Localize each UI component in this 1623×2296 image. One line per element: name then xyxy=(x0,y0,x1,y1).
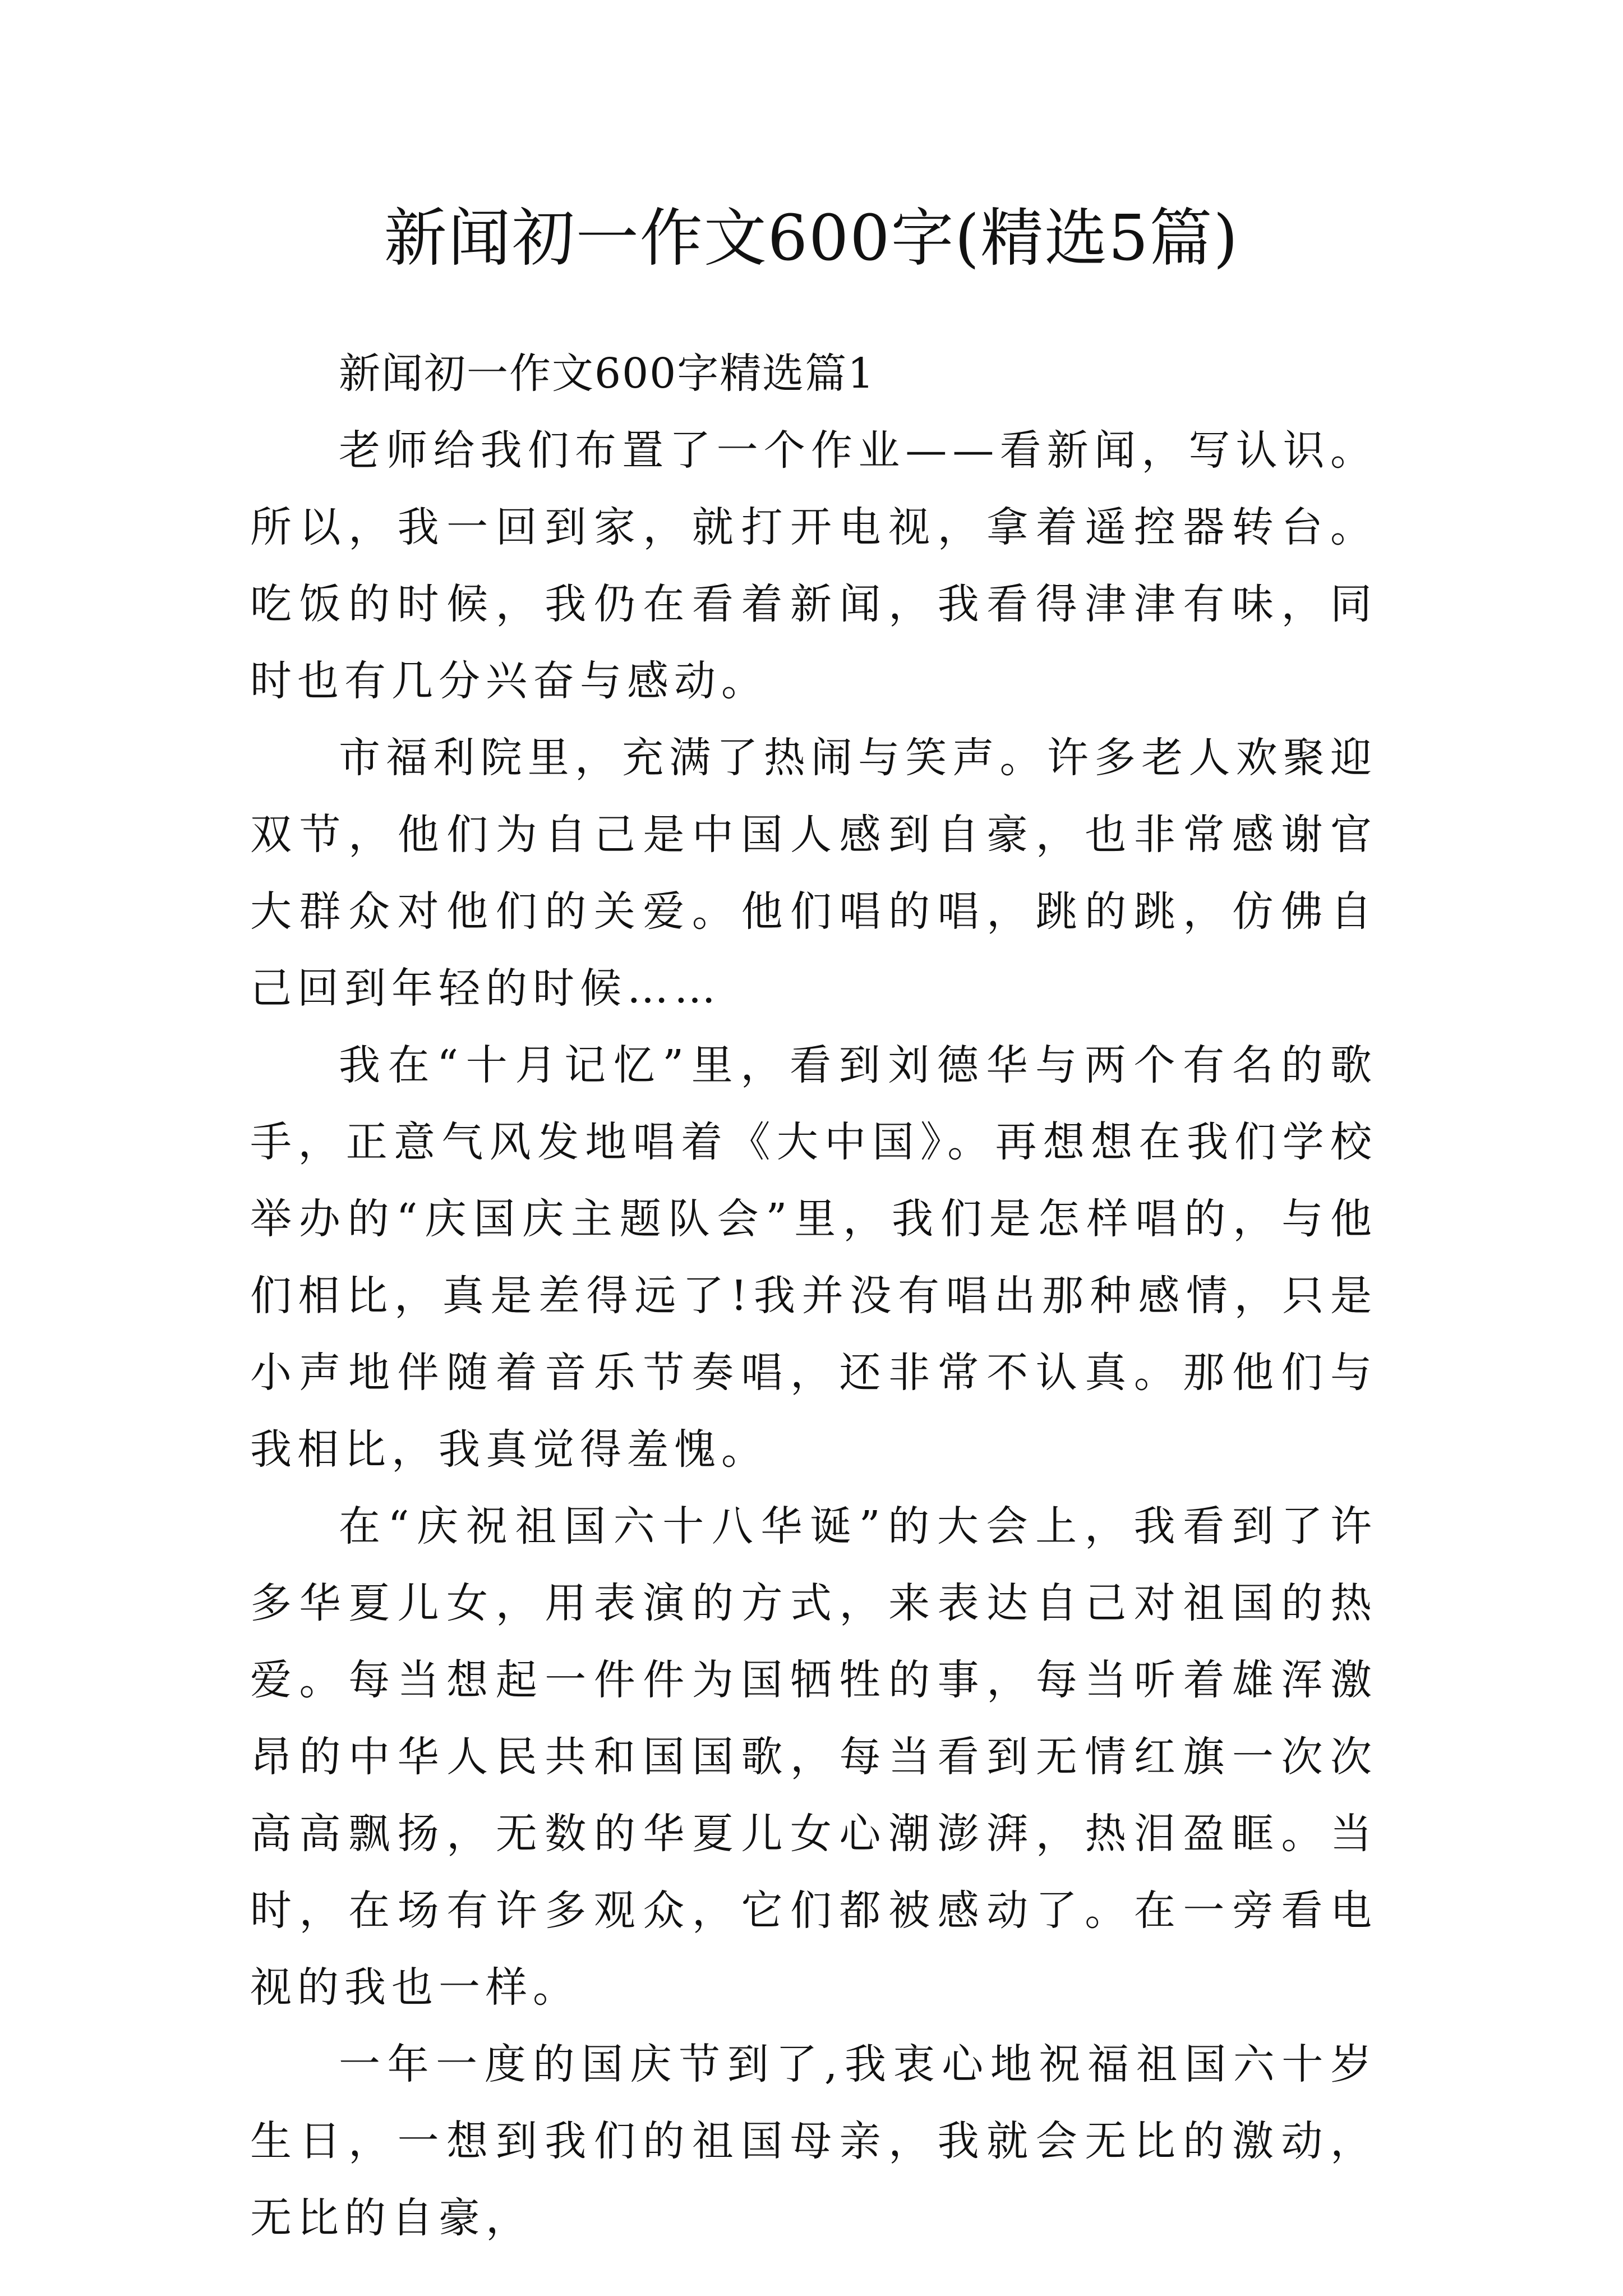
paragraph: 老师给我们布置了一个作业——看新闻，写认识。所以，我一回到家，就打开电视，拿着遥控器转台。吃饭的时候，我仍在看着新闻，我看得津津有味，同时也有几分兴奋与感动。 xyxy=(250,426,1377,705)
paragraph: 在“庆祝祖国六十八华诞”的大会上，我看到了许多华夏儿女，用表演的方式，来表达自己对祖国的热爱。每当想起一件件为国牺牲的事，每当听着雄浑激昂的中华人民共和国国歌，每当看到无情红旗一次次高高飘扬，无数的华夏儿女心潮澎湃，热泪盈眶。当时，在场有许多观众，它们都被感动了。在一旁看电视的我也一样。 xyxy=(250,1502,1377,2012)
document-title: 新闻初一作文600字(精选5篇) xyxy=(384,202,1239,275)
document-body xyxy=(250,335,1377,2257)
section-heading: 新闻初一作文600字精选篇1 xyxy=(339,349,875,398)
paragraph: 我在“十月记忆”里，看到刘德华与两个有名的歌手，正意气风发地唱着《大中国》。再想想在我们学校举办的“庆国庆主题队会”里，我们是怎样唱的，与他们相比，真是差得远了!我并没有唱出那种感情，只是小声地伴随着音乐节奏唱，还非常不认真。那他们与我相比，我真觉得羞愧。 xyxy=(250,1041,1377,1474)
paragraph: 市福利院里，充满了热闹与笑声。许多老人欢聚迎双节，他们为自己是中国人感到自豪，也非常感谢官大群众对他们的关爱。他们唱的唱，跳的跳，仿佛自己回到年轻的时候…… xyxy=(250,734,1377,1013)
paragraph: 一年一度的国庆节到了,我衷心地祝福祖国六十岁生日，一想到我们的祖国母亲，我就会无比的激动，无比的自豪， xyxy=(250,2040,1377,2242)
